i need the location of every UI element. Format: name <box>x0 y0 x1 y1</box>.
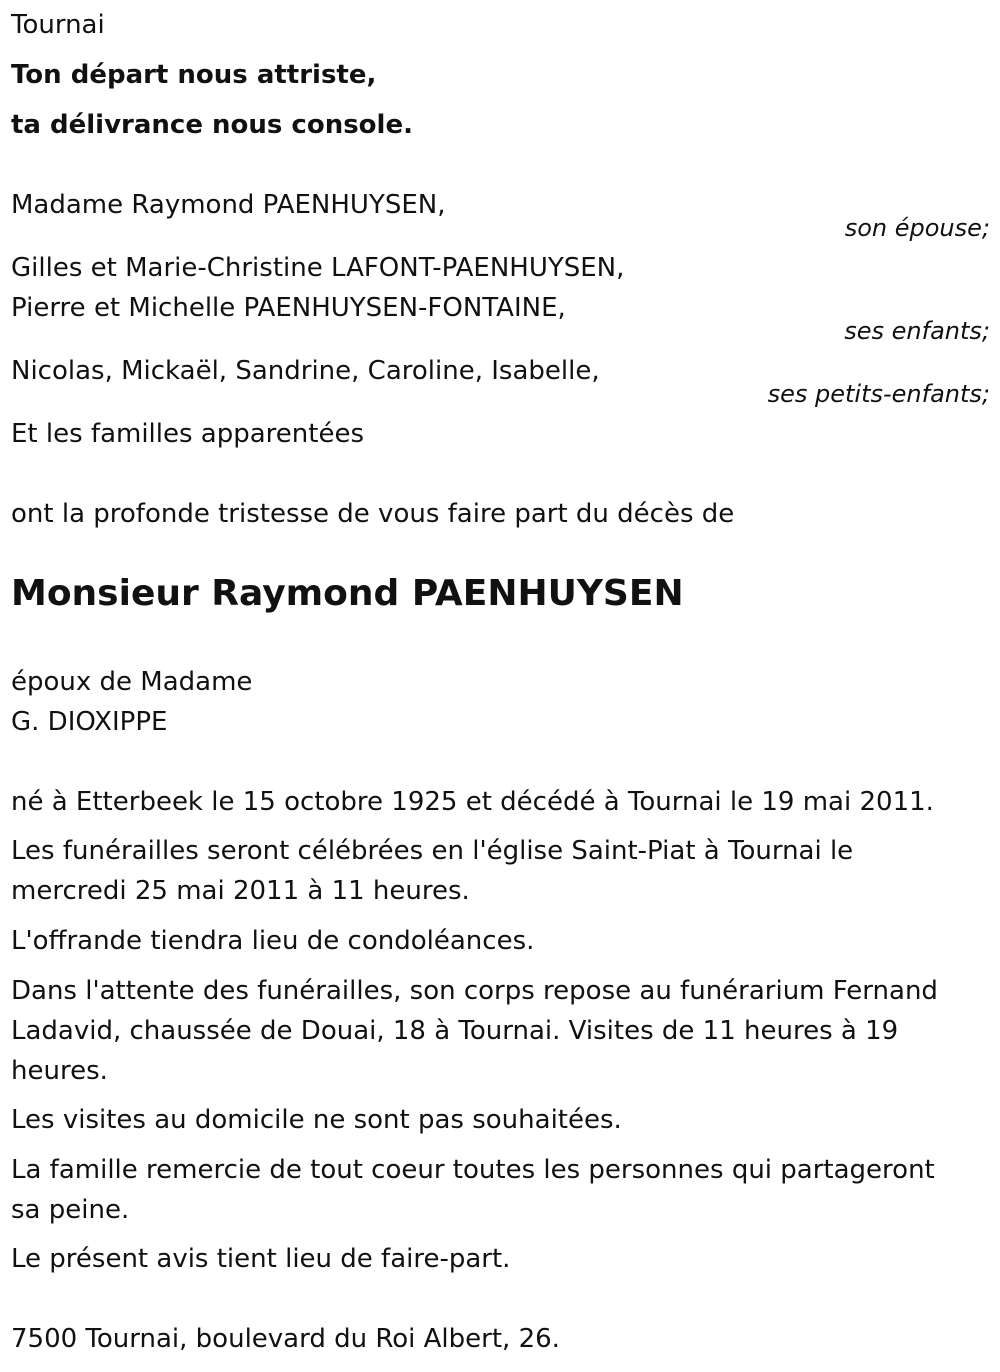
child-line-1: Gilles et Marie-Christine LAFONT-PAENHUYSEN, <box>11 253 625 283</box>
quote-line-1: Ton départ nous attriste, <box>11 60 377 90</box>
funeral-line-2: mercredi 25 mai 2011 à 11 heures. <box>11 876 470 906</box>
spouse-name: Madame Raymond PAENHUYSEN, <box>11 190 446 220</box>
offering-line: L'offrande tiendra lieu de condoléances. <box>11 926 535 956</box>
address-line: 7500 Tournai, boulevard du Roi Albert, 26. <box>11 1324 560 1354</box>
wake-line-2: Ladavid, chaussée de Douai, 18 à Tournai. Visites de 11 heures à 19 <box>11 1016 899 1046</box>
child-line-2: Pierre et Michelle PAENHUYSEN-FONTAINE, <box>11 293 566 323</box>
grandchildren-role: ses petits-enfants; <box>767 380 990 408</box>
announcement-line: ont la profonde tristesse de vous faire part du décès de <box>11 499 735 529</box>
deceased-name: Monsieur Raymond PAENHUYSEN <box>11 573 684 614</box>
no-home-visits-line: Les visites au domicile ne sont pas souhaitées. <box>11 1105 622 1135</box>
funeral-line-1: Les funérailles seront célébrées en l'église Saint-Piat à Tournai le <box>11 836 854 866</box>
quote-line-2: ta délivrance nous console. <box>11 110 413 140</box>
thanks-line-2: sa peine. <box>11 1195 130 1225</box>
wake-line-3: heures. <box>11 1056 108 1086</box>
notice-line: Le présent avis tient lieu de faire-part. <box>11 1244 511 1274</box>
relatives-line: Et les familles apparentées <box>11 419 365 449</box>
wake-line-1: Dans l'attente des funérailles, son corps repose au funérarium Fernand <box>11 976 938 1006</box>
spouse-role: son épouse; <box>844 214 990 242</box>
spouse-of-line-1: époux de Madame <box>11 667 253 697</box>
thanks-line-1: La famille remercie de tout coeur toutes les personnes qui partageront <box>11 1155 935 1185</box>
spouse-of-line-2: G. DIOXIPPE <box>11 707 168 737</box>
birth-death-line: né à Etterbeek le 15 octobre 1925 et décédé à Tournai le 19 mai 2011. <box>11 787 934 817</box>
children-role: ses enfants; <box>844 317 990 345</box>
grandchildren-names: Nicolas, Mickaël, Sandrine, Caroline, Isabelle, <box>11 356 600 386</box>
place-heading: Tournai <box>11 10 105 40</box>
